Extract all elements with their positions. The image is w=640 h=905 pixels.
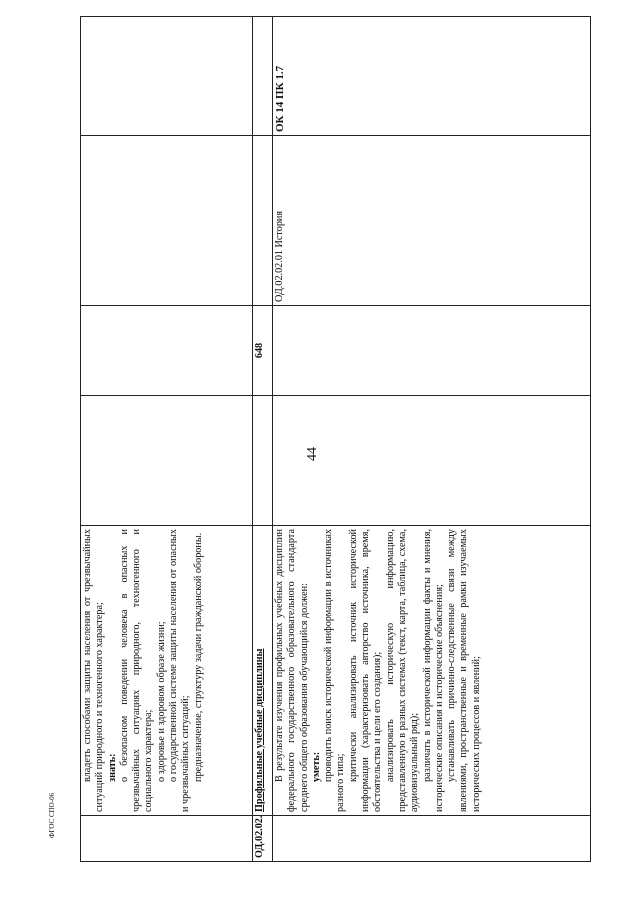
empty-cell	[81, 396, 253, 526]
table-row	[81, 17, 253, 862]
empty-cell	[81, 17, 253, 136]
requirements-cell	[81, 526, 253, 816]
requirement-line: различать в исторической информации факты и мнения, исторические описания и исторические объяснения;	[421, 529, 445, 812]
requirement-line: о здоровье и здоровом образе жизни;	[155, 621, 167, 782]
table-row-section	[253, 17, 273, 862]
footer-code: ФГОС СПО-06	[48, 792, 56, 838]
requirement-heading: уметь:	[310, 751, 322, 782]
section-code: ОД.02.02.	[253, 816, 273, 862]
requirement-line: проводить поиск исторической информации в источниках разного типа;	[323, 529, 347, 812]
requirement-line: о государственной системе защиты населения от опасных и чрезвычайных ситуаций;	[168, 529, 192, 812]
discipline-cell: ОД.02.02.01 История	[273, 136, 591, 306]
requirement-heading: знать:	[106, 753, 118, 782]
table-row	[273, 17, 591, 862]
section-hours: 648	[253, 306, 273, 396]
empty-cell	[81, 306, 253, 396]
empty-cell	[253, 396, 273, 526]
competencies-cell: ОК 14 ПК 1.7	[273, 17, 591, 136]
empty-cell	[253, 17, 273, 136]
requirements-cell	[273, 526, 591, 816]
page-number: 44	[305, 447, 320, 461]
requirement-line: В результате изучения профильных учебных дисциплин федерального государственного образовательного стандарта среднего общего образования обучающийся должен:	[274, 529, 310, 812]
empty-cell	[273, 306, 591, 396]
empty-cell	[273, 396, 591, 526]
empty-cell	[253, 136, 273, 306]
requirement-line: анализировать историческую информацию, представленную в разных системах (текст, карта, таблица, схема, аудиовизуальный ряд);	[384, 529, 421, 812]
curriculum-table-wrapper	[80, 17, 592, 862]
code-cell	[81, 816, 253, 862]
requirement-line: устанавливать причинно-следственные связи между явлениями, пространственные и временные рамки изучаемых исторических процессов и явлений;	[446, 529, 482, 812]
requirement-line: владеть способами защиты населения от чрезвычайных ситуаций природного и техногенного характера;	[82, 529, 106, 812]
curriculum-table	[80, 16, 591, 862]
code-cell	[273, 816, 591, 862]
section-title: Профильные учебные дисциплины	[253, 526, 273, 816]
requirement-line: критически анализировать источник исторической информации (характеризовать авторство источника, время, обстоятельства и цели его создания);	[347, 529, 384, 812]
requirement-line: о безопасном поведении человека в опасных и чрезвычайных ситуациях природного, техногенного и социального характера;	[118, 529, 155, 812]
requirement-line: предназначение, структуру задачи гражданской обороны.	[192, 532, 204, 782]
empty-cell	[81, 136, 253, 306]
